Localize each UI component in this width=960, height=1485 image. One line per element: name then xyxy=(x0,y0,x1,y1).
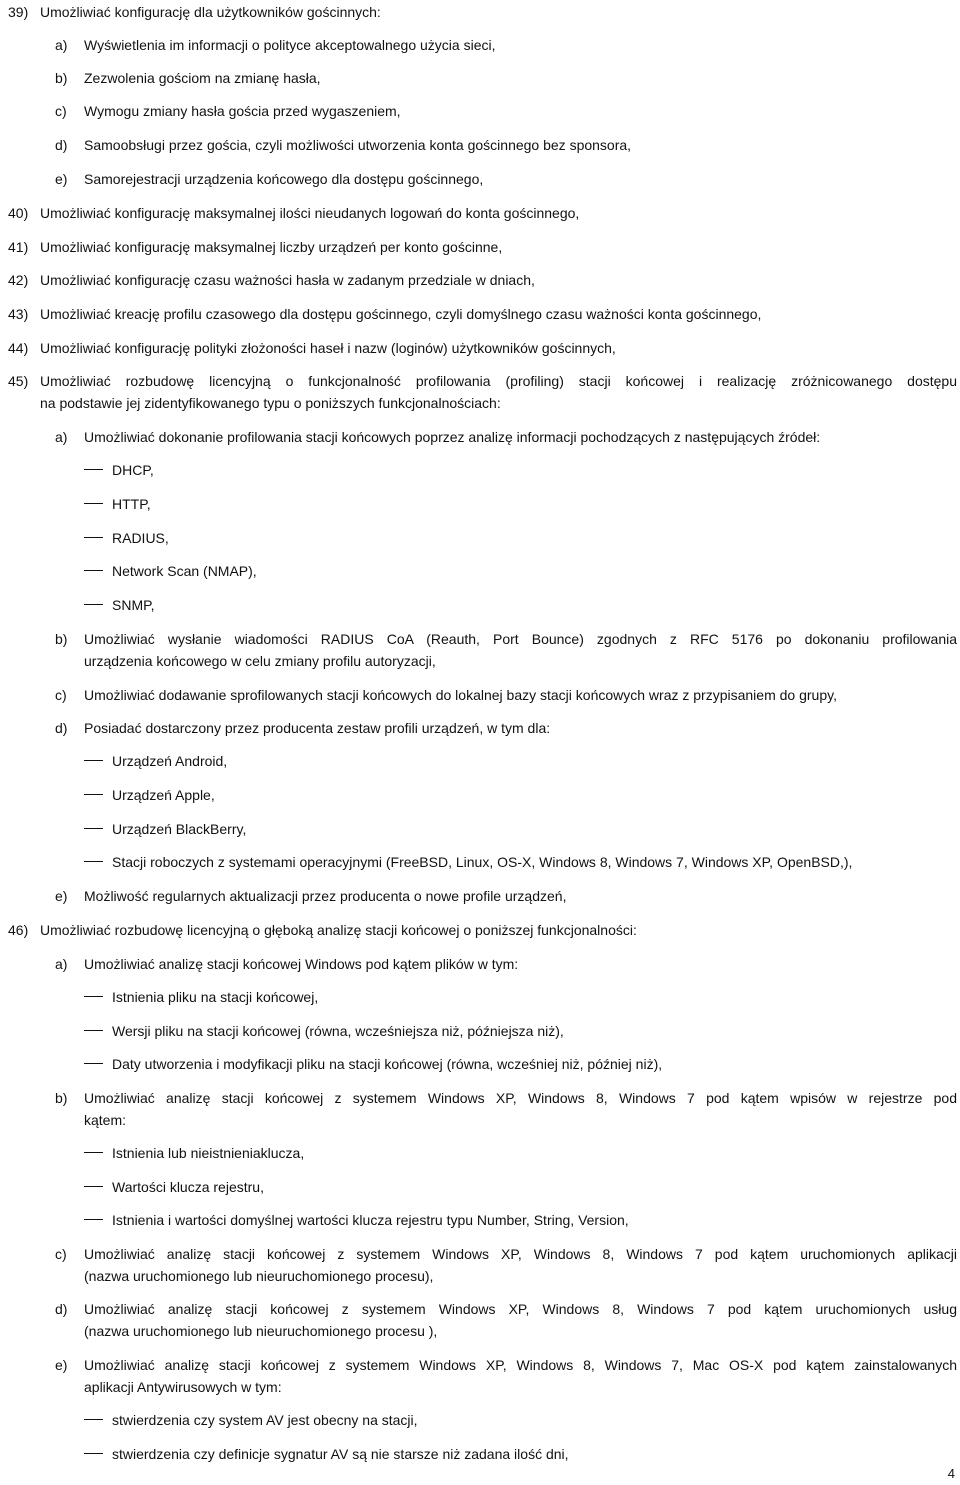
bullet-dash xyxy=(84,760,103,761)
bullet-dash xyxy=(84,537,103,538)
subitem-text: Umożliwiać dodawanie sprofilowanych stacji końcowych do lokalnej bazy stacji końcowych wraz z przypisaniem do grupy, xyxy=(84,687,837,703)
item-text: Umożliwiać rozbudowę licencyjną o głęboką analizę stacji końcowej o poniższej funkcjonalności: xyxy=(40,922,637,938)
subitem-text: Samorejestracji urządzenia końcowego dla dostępu gościnnego, xyxy=(84,171,484,187)
subitem-letter: c) xyxy=(55,687,67,703)
bullet-dash xyxy=(84,503,103,504)
item-number: 40) xyxy=(8,205,29,221)
subitem-letter: e) xyxy=(55,1357,68,1373)
bullet-text: Urządzeń Apple, xyxy=(112,787,215,803)
subitem-text: Umożliwiać analizę stacji końcowej z systemem Windows XP, Windows 8, Windows 7 pod kątem uruchomionych aplikacji xyxy=(84,1246,957,1262)
item-text-continued: na podstawie jej zidentyfikowanego typu o poniższych funkcjonalnościach: xyxy=(40,395,501,411)
bullet-dash xyxy=(84,1453,103,1454)
bullet-text: Network Scan (NMAP), xyxy=(112,563,257,579)
subitem-letter: b) xyxy=(55,631,68,647)
item-text: Umożliwiać konfigurację polityki złożoności haseł i nazw (loginów) użytkowników gościnnych, xyxy=(40,340,616,356)
bullet-dash xyxy=(84,828,103,829)
subitem-text-continued: (nazwa uruchomionego lub nieuruchomionego procesu ), xyxy=(84,1323,438,1339)
item-number: 41) xyxy=(8,239,29,255)
subitem-letter: a) xyxy=(55,37,68,53)
subitem-letter: e) xyxy=(55,171,68,187)
subitem-text-continued: (nazwa uruchomionego lub nieuruchomionego procesu), xyxy=(84,1268,434,1284)
item-number: 39) xyxy=(8,4,29,20)
item-number: 45) xyxy=(8,373,29,389)
bullet-dash xyxy=(84,604,103,605)
subitem-text: Możliwość regularnych aktualizacji przez producenta o nowe profile urządzeń, xyxy=(84,888,567,904)
item-number: 46) xyxy=(8,922,29,938)
subitem-letter: d) xyxy=(55,1301,68,1317)
bullet-text: Urządzeń Android, xyxy=(112,753,228,769)
subitem-text: Samoobsługi przez gościa, czyli możliwości utworzenia konta gościnnego bez sponsora, xyxy=(84,137,632,153)
item-text: Umożliwiać konfigurację czasu ważności hasła w zadanym przedziale w dniach, xyxy=(40,272,535,288)
bullet-dash xyxy=(84,996,103,997)
bullet-text: HTTP, xyxy=(112,496,151,512)
subitem-text: Wyświetlenia im informacji o polityce akceptowalnego użycia sieci, xyxy=(84,37,496,53)
bullet-dash xyxy=(84,1063,103,1064)
item-number: 44) xyxy=(8,340,29,356)
subitem-text: Posiadać dostarczony przez producenta zestaw profili urządzeń, w tym dla: xyxy=(84,720,551,736)
page-number: 4 xyxy=(947,1466,955,1481)
subitem-letter: b) xyxy=(55,70,68,86)
item-text: Umożliwiać konfigurację maksymalnej ilości nieudanych logowań do konta gościnnego, xyxy=(40,205,580,221)
subitem-letter: c) xyxy=(55,1246,67,1262)
bullet-text: Stacji roboczych z systemami operacyjnymi (FreeBSD, Linux, OS-X, Windows 8, Windows 7, Windows XP, OpenBSD,), xyxy=(112,854,853,870)
item-text: Umożliwiać konfigurację dla użytkowników gościnnych: xyxy=(40,4,381,20)
bullet-text: SNMP, xyxy=(112,597,155,613)
item-text: Umożliwiać kreację profilu czasowego dla dostępu gościnnego, czyli domyślnego czasu ważności konta gościnnego, xyxy=(40,306,762,322)
item-number: 43) xyxy=(8,306,29,322)
bullet-dash xyxy=(84,1152,103,1153)
subitem-text: Zezwolenia gościom na zmianę hasła, xyxy=(84,70,321,86)
subitem-text: Umożliwiać analizę stacji końcowej z systemem Windows XP, Windows 8, Windows 7 pod kątem wpisów w rejestrze pod xyxy=(84,1090,957,1106)
item-text: Umożliwiać konfigurację maksymalnej liczby urządzeń per konto gościnne, xyxy=(40,239,503,255)
bullet-text: stwierdzenia czy definicje sygnatur AV są nie starsze niż zadana ilość dni, xyxy=(112,1446,569,1462)
subitem-letter: e) xyxy=(55,888,68,904)
subitem-text-continued: kątem: xyxy=(84,1112,127,1128)
subitem-letter: c) xyxy=(55,103,67,119)
subitem-text: Umożliwiać wysłanie wiadomości RADIUS CoA (Reauth, Port Bounce) zgodnych z RFC 5176 po dokonaniu profilowania xyxy=(84,631,957,647)
bullet-text: RADIUS, xyxy=(112,530,169,546)
bullet-dash xyxy=(84,1186,103,1187)
bullet-text: Wartości klucza rejestru, xyxy=(112,1179,264,1195)
bullet-dash xyxy=(84,794,103,795)
bullet-text: Wersji pliku na stacji końcowej (równa, wcześniejsza niż, późniejsza niż), xyxy=(112,1023,564,1039)
subitem-letter: a) xyxy=(55,956,68,972)
item-text: Umożliwiać rozbudowę licencyjną o funkcjonalność profilowania (profiling) stacji końcowej i realizację zróżnicowanego dostępu xyxy=(40,373,957,389)
bullet-text: Istnienia lub nieistnieniaklucza, xyxy=(112,1145,305,1161)
bullet-text: Daty utworzenia i modyfikacji pliku na stacji końcowej (równa, wcześniej niż, później niż), xyxy=(112,1056,663,1072)
bullet-dash xyxy=(84,570,103,571)
subitem-text: Wymogu zmiany hasła gościa przed wygaszeniem, xyxy=(84,103,401,119)
bullet-dash xyxy=(84,1219,103,1220)
bullet-text: DHCP, xyxy=(112,462,154,478)
subitem-text: Umożliwiać analizę stacji końcowej z systemem Windows XP, Windows 8, Windows 7 pod kątem uruchomionych usług xyxy=(84,1301,957,1317)
bullet-text: Istnienia i wartości domyślnej wartości klucza rejestru typu Number, String, Version, xyxy=(112,1212,629,1228)
item-number: 42) xyxy=(8,272,29,288)
subitem-text: Umożliwiać analizę stacji końcowej z systemem Windows XP, Windows 8, Windows 7, Mac OS-X pod kątem zainstalowanych xyxy=(84,1357,957,1373)
bullet-text: Istnienia pliku na stacji końcowej, xyxy=(112,989,319,1005)
subitem-text-continued: aplikacji Antywirusowych w tym: xyxy=(84,1379,282,1395)
bullet-text: stwierdzenia czy system AV jest obecny na stacji, xyxy=(112,1412,418,1428)
bullet-dash xyxy=(84,1030,103,1031)
subitem-text-continued: urządzenia końcowego w celu zmiany profilu autoryzacji, xyxy=(84,653,436,669)
bullet-dash xyxy=(84,1419,103,1420)
subitem-text: Umożliwiać dokonanie profilowania stacji końcowych poprzez analizę informacji pochodzących z następujących źródeł: xyxy=(84,429,821,445)
bullet-text: Urządzeń BlackBerry, xyxy=(112,821,247,837)
subitem-letter: d) xyxy=(55,137,68,153)
subitem-letter: b) xyxy=(55,1090,68,1106)
subitem-letter: a) xyxy=(55,429,68,445)
bullet-dash xyxy=(84,469,103,470)
subitem-letter: d) xyxy=(55,720,68,736)
bullet-dash xyxy=(84,861,103,862)
subitem-text: Umożliwiać analizę stacji końcowej Windows pod kątem plików w tym: xyxy=(84,956,519,972)
